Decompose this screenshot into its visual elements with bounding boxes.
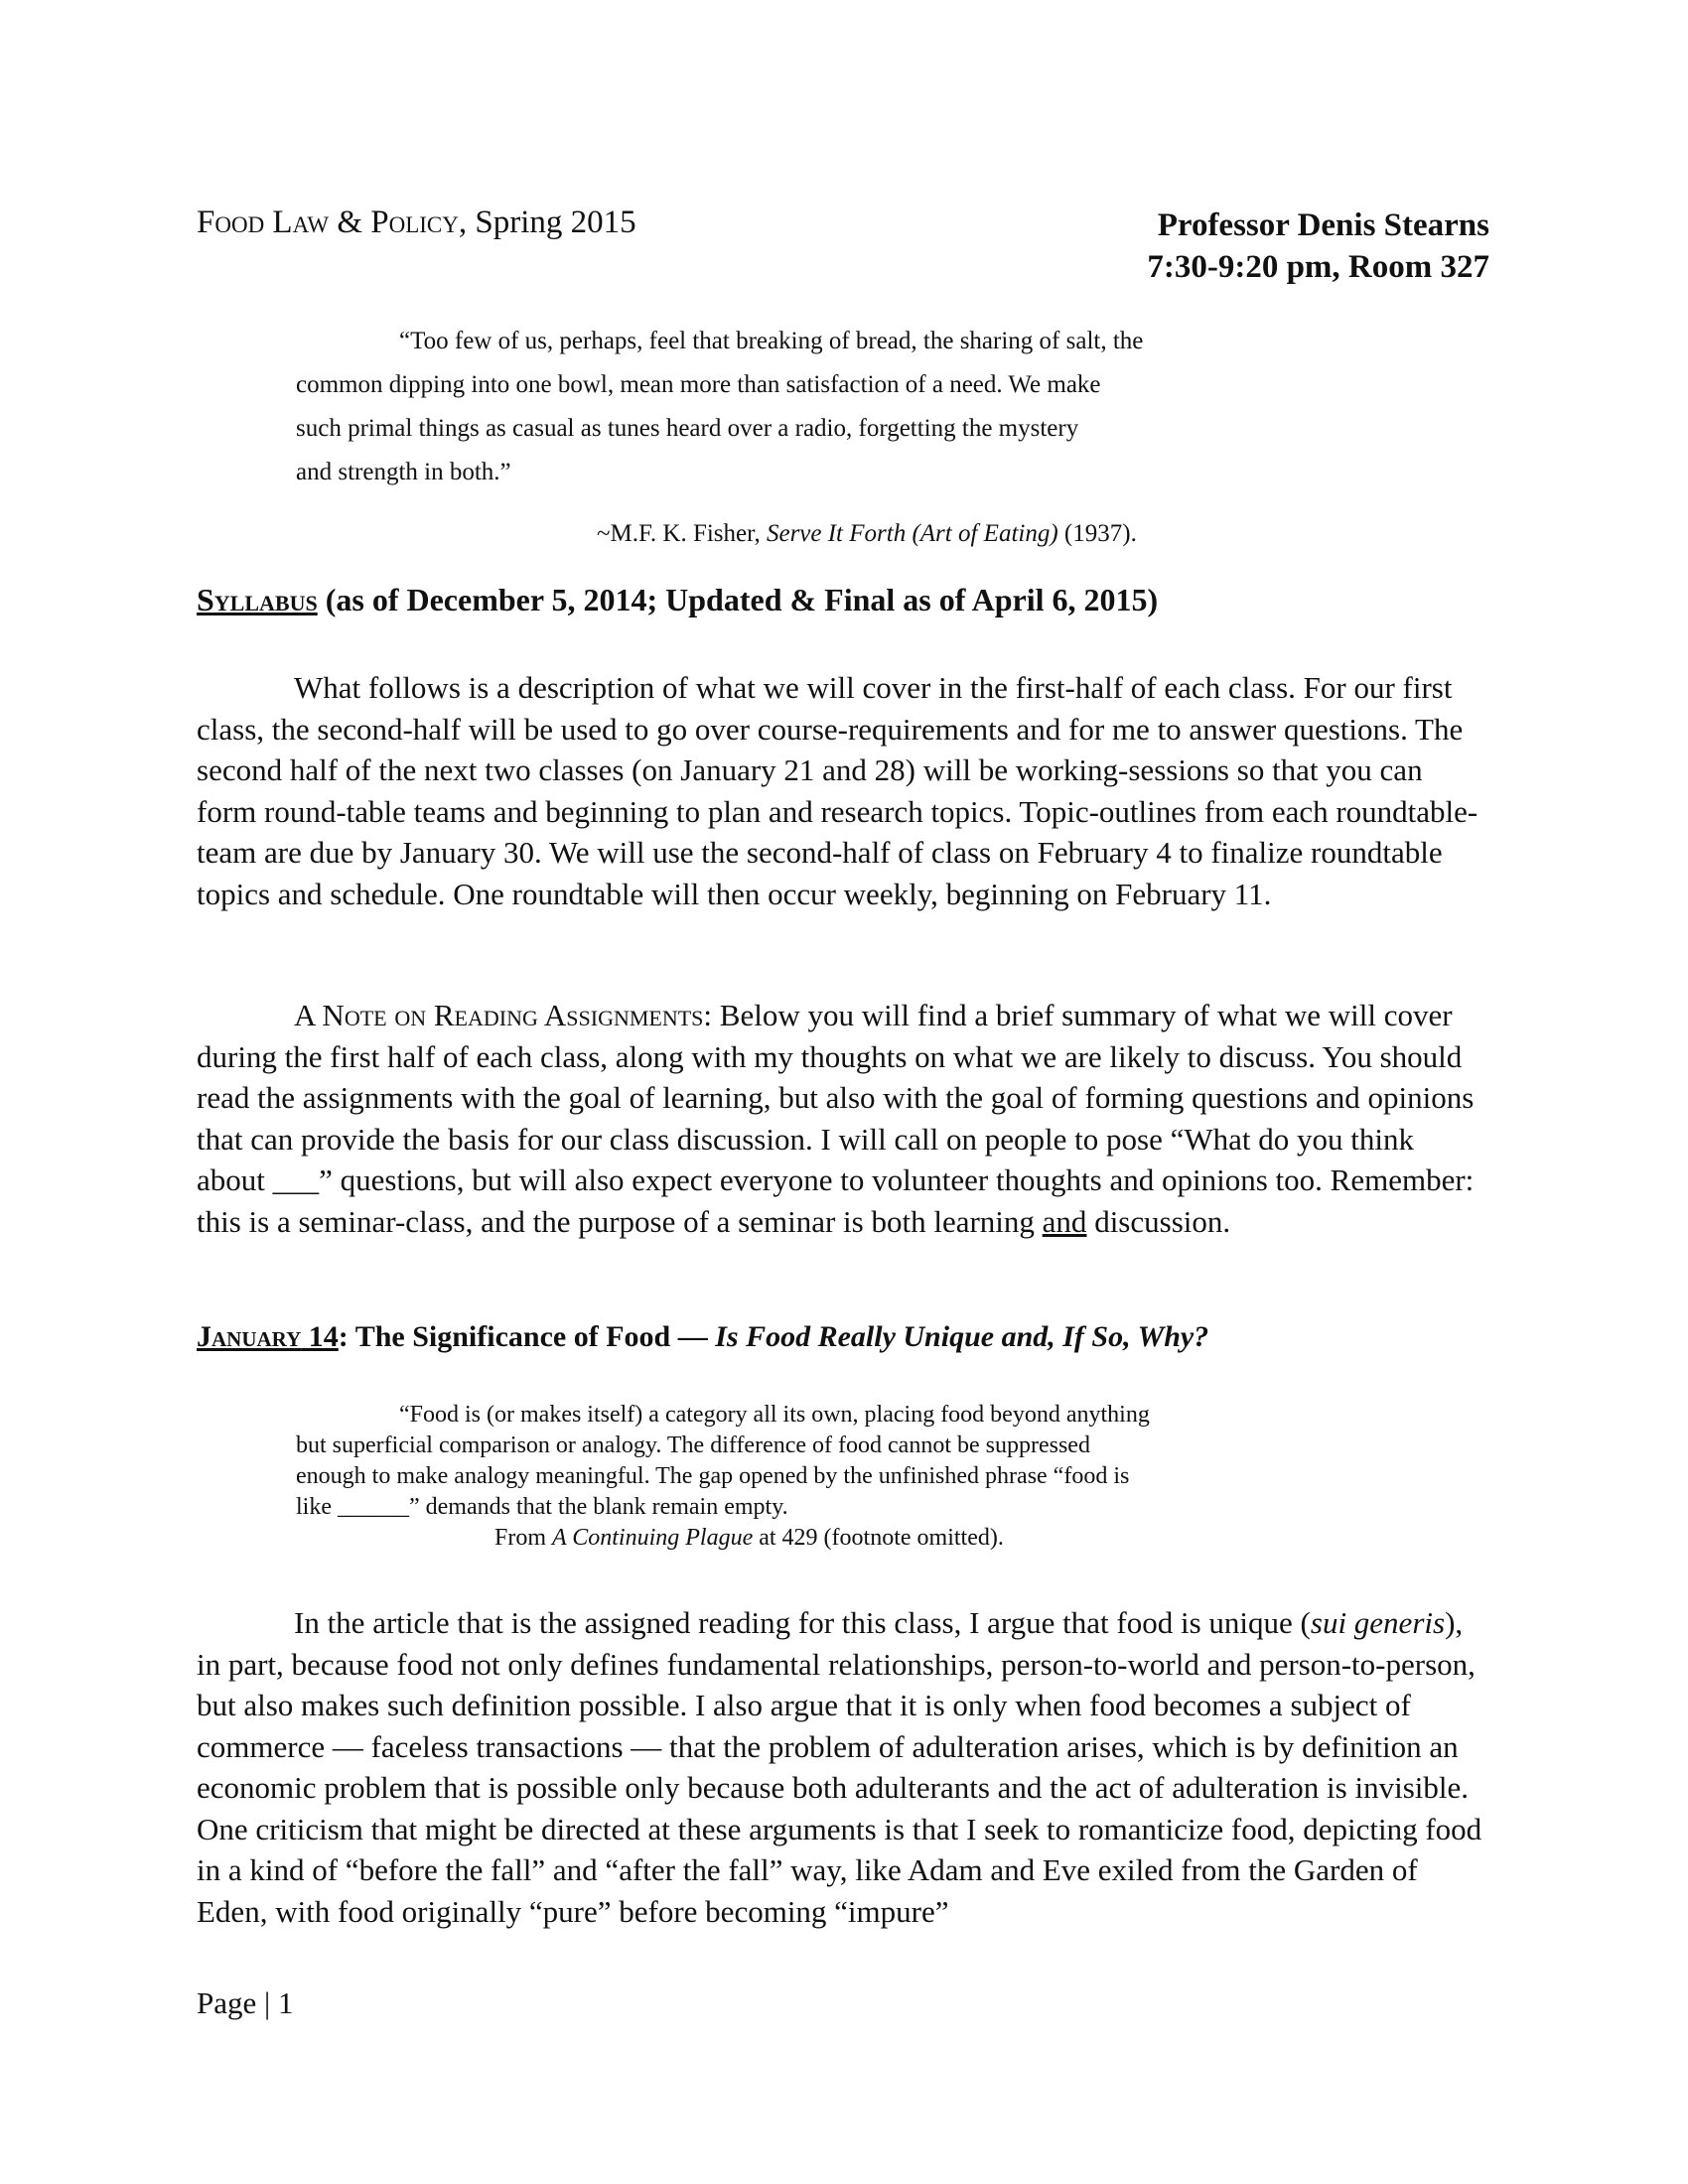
attribution-work: Serve It Forth (Art of Eating) xyxy=(766,520,1058,547)
course-title-line xyxy=(197,205,636,241)
quote-source xyxy=(296,1523,1388,1554)
class-schedule: 7:30-9:20 pm, Room 327 xyxy=(1147,249,1489,285)
instructor-block xyxy=(1147,205,1489,288)
syllabus-heading xyxy=(197,582,1158,618)
course-term: , Spring 2015 xyxy=(458,205,636,240)
session-subtitle: Is Food Really Unique and, If So, Why? xyxy=(715,1320,1209,1353)
block-quote xyxy=(296,1400,1388,1554)
attribution-year: (1937). xyxy=(1057,520,1137,547)
source-suffix: at 429 (footnote omitted). xyxy=(753,1525,1004,1551)
paragraph-text: In the article that is the assigned reading for this class, I argue that food is unique ( xyxy=(294,1605,1311,1640)
latin-term: sui generis xyxy=(1310,1605,1446,1640)
syllabus-label: Syllabus xyxy=(197,582,318,617)
reading-note-lead: A Note on Reading Assignments xyxy=(294,998,704,1032)
epigraph-quote xyxy=(296,320,1299,494)
epigraph-line: and strength in both.” xyxy=(296,459,511,485)
quote-line: like ______” demands that the blank remain empty. xyxy=(296,1494,788,1520)
session-month: January xyxy=(197,1320,302,1353)
epigraph-line: “Too few of us, perhaps, feel that breaking of bread, the sharing of salt, the xyxy=(399,328,1144,354)
january-14-heading xyxy=(197,1320,1208,1354)
professor-name: Professor Denis Stearns xyxy=(1157,207,1489,243)
quote-line: enough to make analogy meaningful. The gap opened by the unfinished phrase “food is xyxy=(296,1463,1130,1489)
syllabus-dates: (as of December 5, 2014; Updated & Final as of April 6, 2015) xyxy=(317,582,1159,617)
source-work: A Continuing Plague xyxy=(552,1525,754,1551)
page-number: Page | 1 xyxy=(197,1985,294,2020)
emphasis-and: and xyxy=(1042,1203,1087,1239)
reading-note-paragraph xyxy=(197,995,1489,1242)
attribution-author: ~M.F. K. Fisher, xyxy=(597,520,767,547)
source-prefix: From xyxy=(494,1525,553,1551)
paragraph-text-cont: ), in part, because food not only defines fundamental relationships, person-to-world and person-to-person, but also makes such definition possible. I also argue that it is only when food becomes a subject of commerce — faceless transactions — that the problem of adulteration arises, which is by definition an economic problem that is possible only because both adulterants and the act of adulteration is invisible. One criticism that might be directed at these arguments is that I seek to romanticize food, depicting food in a kind of “before the fall” and “after the fall” way, like Adam and Eve exiled from the Garden of Eden, with food originally “pure” before becoming “impure” xyxy=(197,1605,1482,1929)
epigraph-attribution xyxy=(597,520,1137,548)
session-title: : The Significance of Food — xyxy=(338,1320,716,1353)
epigraph-line: such primal things as casual as tunes heard over a radio, forgetting the mystery xyxy=(296,415,1079,442)
session-date xyxy=(197,1320,339,1353)
course-title: Food Law & Policy xyxy=(197,205,459,240)
quote-line: “Food is (or makes itself) a category all its own, placing food beyond anything xyxy=(399,1402,1150,1428)
reading-note-end: discussion. xyxy=(1086,1203,1231,1239)
assigned-reading-paragraph xyxy=(197,1602,1489,1932)
session-day: 14 xyxy=(301,1320,339,1353)
epigraph-line: common dipping into one bowl, mean more than satisfaction of a need. We make xyxy=(296,371,1101,398)
intro-paragraph: What follows is a description of what we will cover in the first-half of each class. For our first class, the second-half will be used to go over course-requirements and for me to answer questions. The second half of the next two classes (on January 21 and 28) will be working-sessions so that you can form round-table teams and beginning to plan and research topics. Topic-outlines from each roundtable-team are due by January 30. We will use the second-half of class on February 4 to finalize roundtable topics and schedule. One roundtable will then occur weekly, beginning on February 11. xyxy=(197,670,1478,911)
quote-line: but superficial comparison or analogy. The difference of food cannot be suppressed xyxy=(296,1433,1090,1458)
reading-note-text: : Below you will find a brief summary of what we will cover during the first half of each class, along with my thoughts on what we are likely to discuss. You should read the assignments with the goal of learning, but also with the goal of forming questions and opinions that can provide the basis for our class discussion. I will call on people to pose “What do you think about ___” questions, but will also expect everyone to volunteer thoughts and opinions too. Remember: this is a seminar-class, and the purpose of a seminar is both learning xyxy=(197,998,1475,1239)
